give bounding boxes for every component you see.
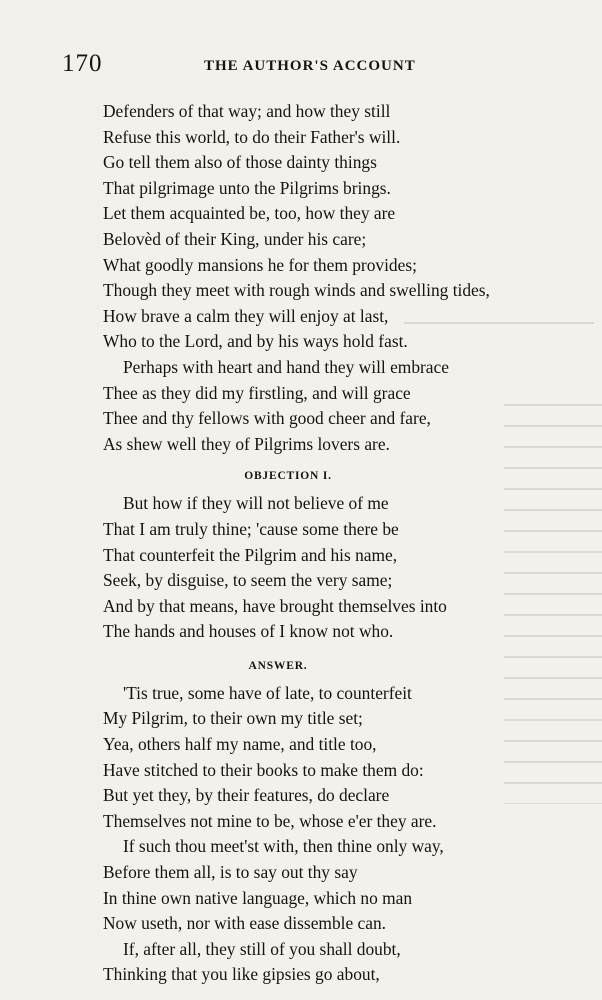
verse-line: In thine own native language, which no man xyxy=(103,887,413,908)
verse-line: Though they meet with rough winds and swelling tides, xyxy=(103,280,490,301)
verse-line: Thinking that you like gipsies go about, xyxy=(103,964,380,985)
verse-line: That counterfeit the Pilgrim and his name, xyxy=(103,544,398,565)
verse-line: And by that means, have brought themselves into xyxy=(103,595,447,616)
running-head: THE AUTHOR'S ACCOUNT xyxy=(204,58,416,74)
section-heading-objection: OBJECTION I. xyxy=(244,470,332,483)
verse-line: Yea, others half my name, and title too, xyxy=(103,734,377,755)
verse-line: Belovèd of their King, under his care; xyxy=(103,228,367,249)
verse-line: But yet they, by their features, do declare xyxy=(103,785,390,806)
page-number: 170 xyxy=(62,50,103,77)
verse-line: Refuse this world, to do their Father's will. xyxy=(103,126,401,147)
text-block xyxy=(103,99,583,988)
verse-line: Seek, by disguise, to seem the very same; xyxy=(103,570,393,591)
verse-line: If such thou meet'st with, then thine only way, xyxy=(123,836,444,857)
verse-line: Now useth, nor with ease dissemble can. xyxy=(103,913,387,934)
verse-line: 'Tis true, some have of late, to counterfeit xyxy=(123,682,412,703)
verse-line: Thee and thy fellows with good cheer and fare, xyxy=(103,408,431,429)
verse-line: Have stitched to their books to make them do: xyxy=(103,759,424,780)
verse-line: But how if they will not believe of me xyxy=(123,493,389,514)
verse-line: That I am truly thine; 'cause some there be xyxy=(103,518,399,539)
verse-line: Perhaps with heart and hand they will embrace xyxy=(123,356,449,377)
verse-line: That pilgrimage unto the Pilgrims brings. xyxy=(103,177,391,198)
section-heading-answer: ANSWER. xyxy=(248,659,308,672)
verse-line: If, after all, they still of you shall doubt, xyxy=(123,938,401,959)
verse-line: Defenders of that way; and how they still xyxy=(103,101,391,121)
verse-line: The hands and houses of I know not who. xyxy=(103,621,394,642)
verse-line: Who to the Lord, and by his ways hold fast. xyxy=(103,331,408,352)
verse-line: Go tell them also of those dainty things xyxy=(103,152,377,173)
verse-line: How brave a calm they will enjoy at last, xyxy=(103,305,389,326)
verse-line: What goodly mansions he for them provides; xyxy=(103,254,417,275)
verse-line: Themselves not mine to be, whose e'er they are. xyxy=(103,810,437,831)
verse-line: Before them all, is to say out thy say xyxy=(103,862,358,883)
verse-line: My Pilgrim, to their own my title set; xyxy=(103,708,363,729)
verse-line: Let them acquainted be, too, how they are xyxy=(103,203,396,224)
verse-line: As shew well they of Pilgrims lovers are. xyxy=(103,433,390,454)
verse-line: Thee as they did my firstling, and will grace xyxy=(103,382,411,403)
